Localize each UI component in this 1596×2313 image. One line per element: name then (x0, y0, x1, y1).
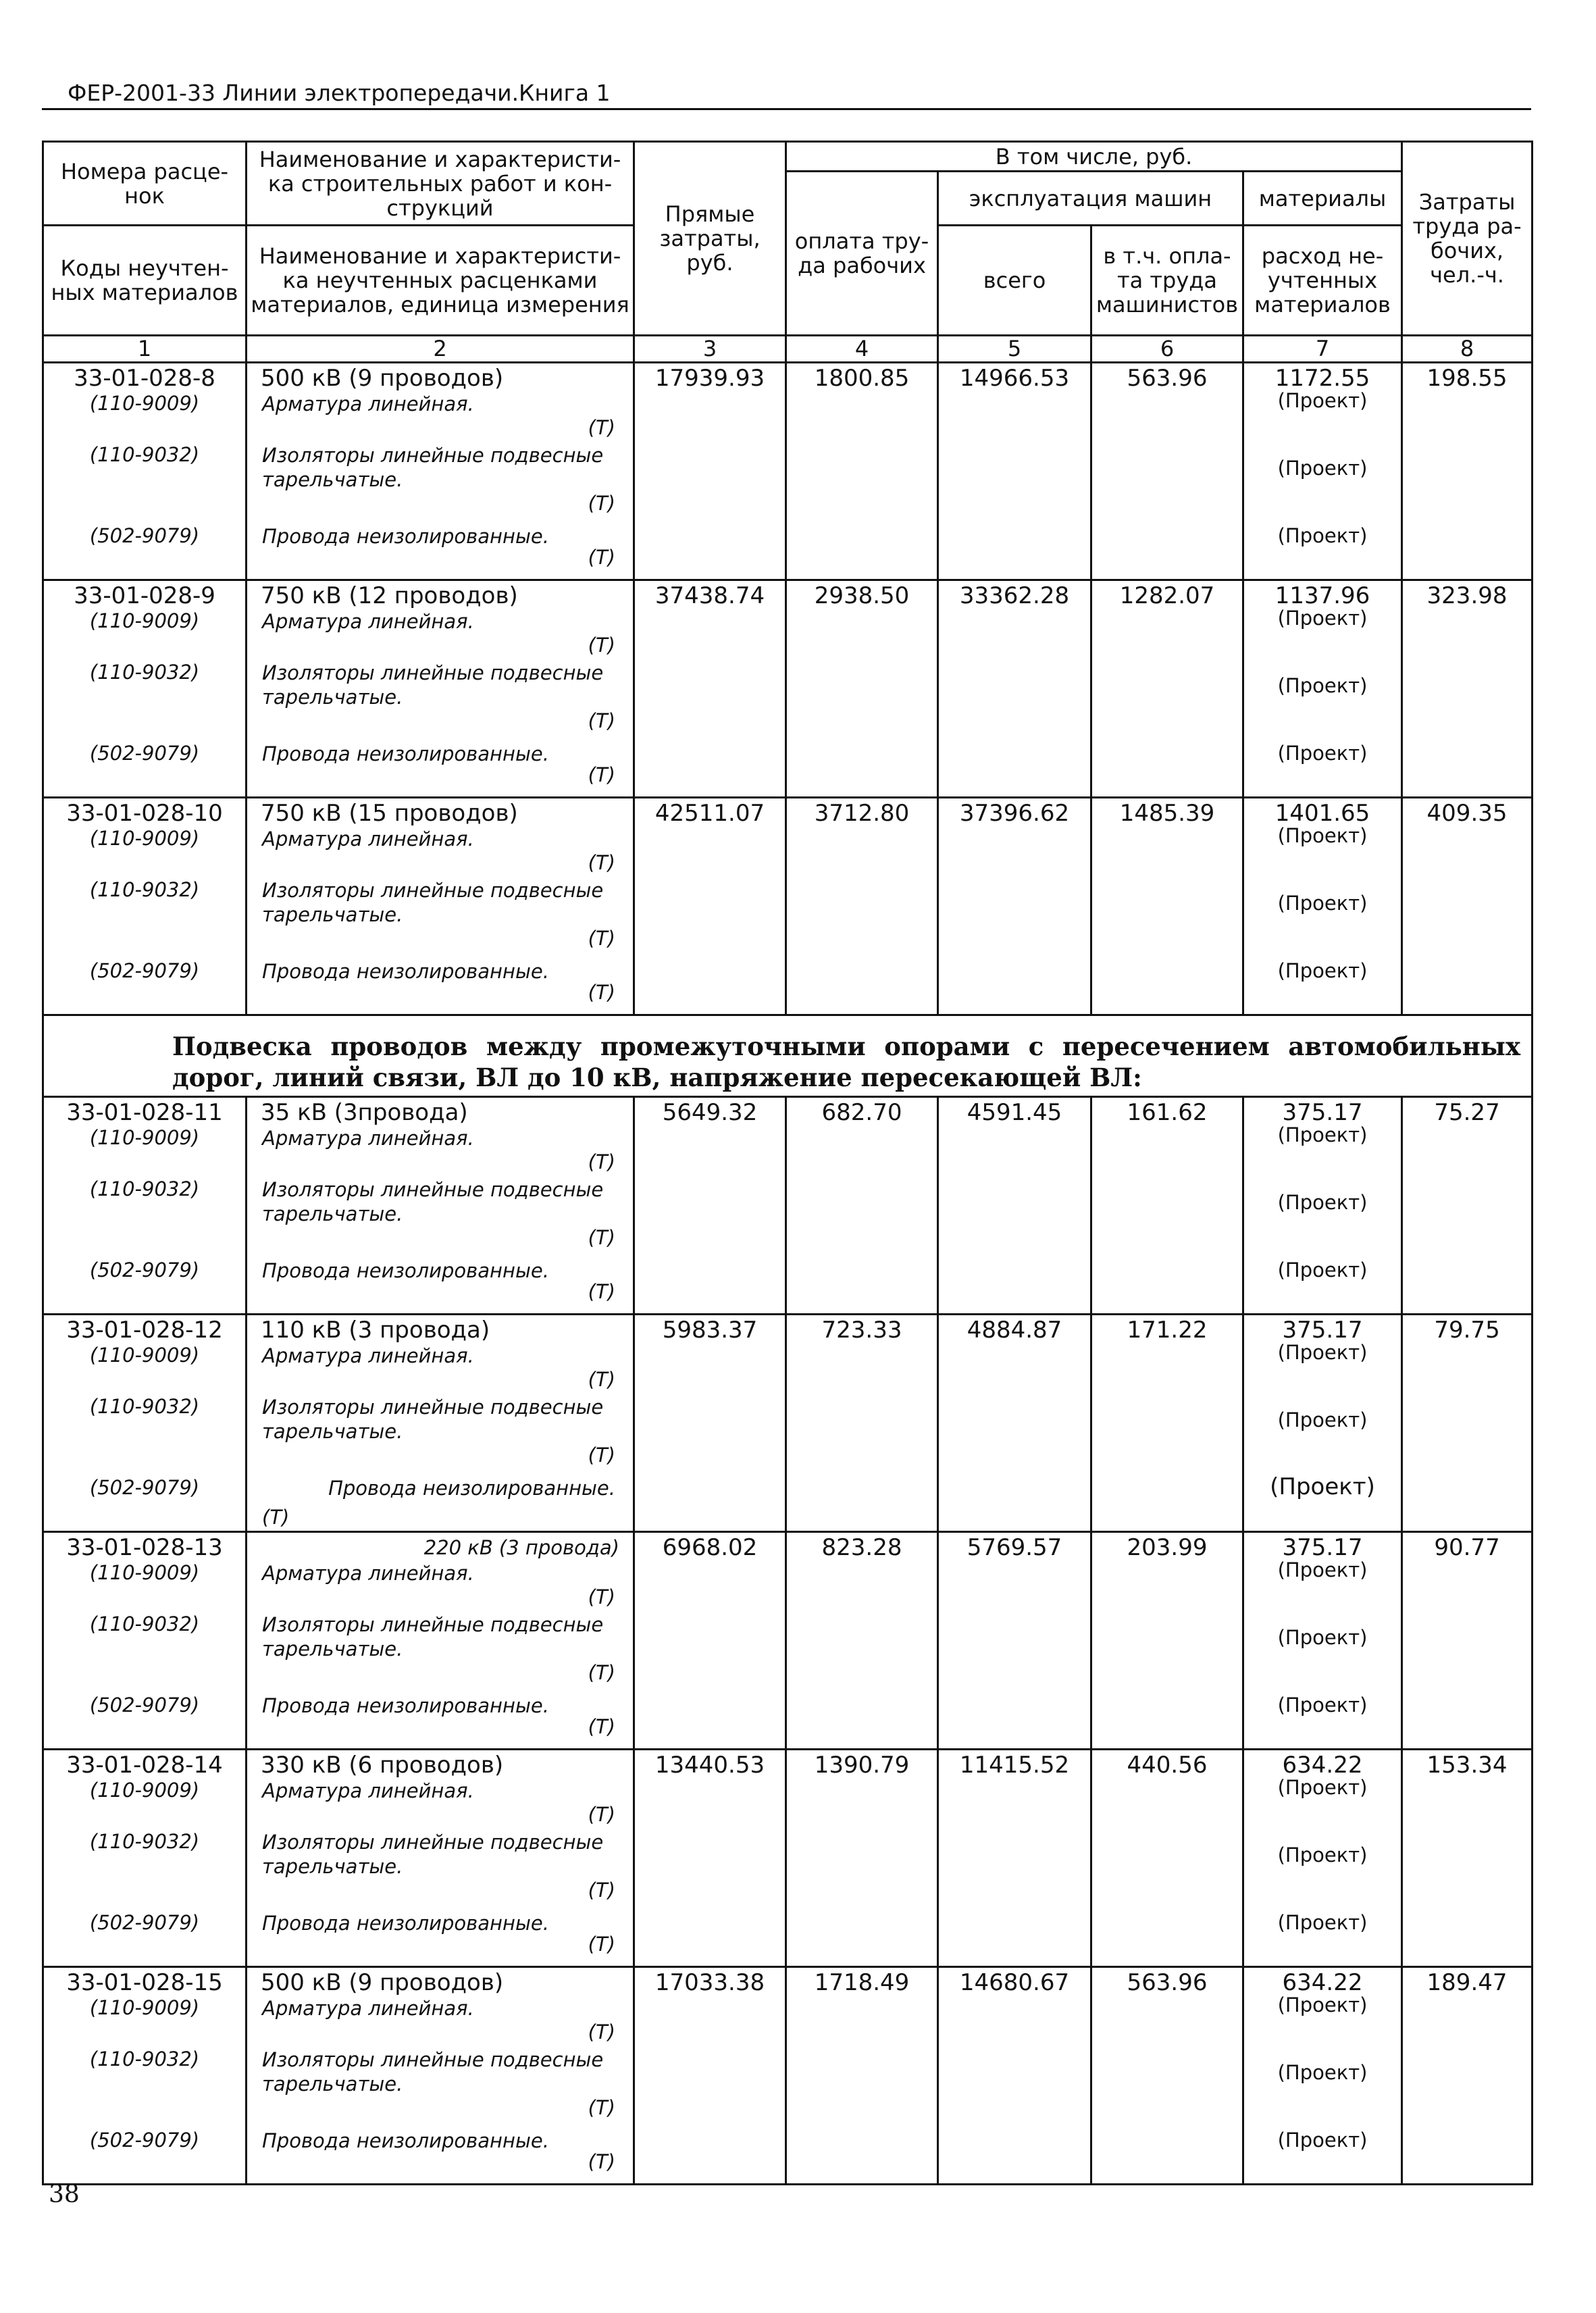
value-wage: 823.28 (821, 1534, 902, 1561)
project-note: (Проект) (1277, 742, 1368, 765)
work-name: 35 кВ (3провода) (261, 1099, 468, 1126)
value-labor: 323.98 (1426, 582, 1508, 609)
value-labor: 79.75 (1434, 1317, 1500, 1344)
value-mach-wage: 1485.39 (1119, 800, 1215, 827)
value-mach: 4591.45 (967, 1099, 1062, 1126)
material-name: Изоляторы линейные подвесные тарельчатые. (262, 661, 604, 709)
work-name: 110 кВ (3 провода) (261, 1317, 490, 1344)
project-note: (Проект) (1277, 389, 1368, 412)
material-name: Арматура линейная. (262, 1344, 474, 1367)
value-materials: 375.17 (1282, 1534, 1363, 1561)
value-direct: 6968.02 (662, 1534, 758, 1561)
material-unit: (Т) (588, 416, 615, 439)
material-unit: (Т) (588, 1715, 615, 1738)
col-header-machines: эксплуатация машин (938, 172, 1243, 226)
work-name: 750 кВ (15 проводов) (261, 800, 518, 827)
col-index: 8 (1402, 336, 1533, 363)
material-code: (110-9009) (89, 827, 200, 850)
col-header-work-name: Наименование и характеристи-ка строительных работ и кон-струкций (247, 142, 634, 226)
material-unit: (Т) (588, 981, 615, 1004)
rate-code: 33-01-028-11 (66, 1099, 223, 1126)
material-unit: (Т) (588, 1879, 615, 1902)
material-code: (110-9032) (89, 661, 200, 684)
work-name: 330 кВ (6 проводов) (261, 1752, 504, 1779)
value-wage: 1800.85 (814, 365, 910, 392)
rate-code: 33-01-028-15 (66, 1969, 223, 1996)
material-name: Арматура линейная. (262, 1779, 474, 1802)
value-direct: 17033.38 (654, 1969, 765, 1996)
material-name: Арматура линейная. (262, 1562, 474, 1585)
col-header-direct-costs: Прямые затраты, руб. (634, 142, 786, 336)
material-unit: (Т) (588, 546, 615, 569)
material-name: Арматура линейная. (262, 828, 474, 850)
value-labor: 189.47 (1426, 1969, 1508, 1996)
rate-row (43, 798, 1533, 1015)
section-title: Подвеска проводов между промежуточными опорами с пересечением автомобильных дорог, линий связи, ВЛ до 10 кВ, напряжение пересекающей ВЛ: (43, 1015, 1533, 1097)
value-mach-wage: 203.99 (1127, 1534, 1208, 1561)
value-mach-wage: 1282.07 (1119, 582, 1215, 609)
material-code: (110-9032) (89, 443, 200, 466)
material-code: (110-9009) (89, 1126, 200, 1149)
value-mach: 5769.57 (967, 1534, 1062, 1561)
value-materials: 634.22 (1282, 1969, 1363, 1996)
material-name: Провода неизолированные. (262, 1259, 549, 1282)
value-materials: 1137.96 (1275, 582, 1370, 609)
project-note: (Проект) (1277, 1776, 1368, 1799)
material-unit: (Т) (588, 1368, 615, 1391)
value-mach-wage: 171.22 (1127, 1317, 1208, 1344)
material-code: (110-9032) (89, 1830, 200, 1853)
material-code: (110-9032) (89, 1612, 200, 1635)
value-mach: 37396.62 (959, 800, 1070, 827)
value-mach-wage: 440.56 (1127, 1752, 1208, 1779)
project-note: (Проект) (1277, 1911, 1368, 1934)
material-unit: (Т) (588, 1280, 615, 1303)
col-header-labor: Затраты труда ра-бочих, чел.-ч. (1402, 142, 1533, 336)
project-note: (Проект) (1277, 1558, 1368, 1581)
material-unit: (Т) (588, 634, 615, 657)
material-name: Арматура линейная. (262, 610, 474, 633)
project-note: (Проект) (1270, 1473, 1375, 1500)
project-note: (Проект) (1277, 607, 1368, 630)
material-unit: (Т) (262, 1506, 290, 1529)
col-header-material-codes: Коды неучтен-ных материалов (43, 226, 247, 336)
project-note: (Проект) (1277, 1341, 1368, 1364)
value-materials: 375.17 (1282, 1317, 1363, 1344)
material-code: (502-9079) (89, 742, 200, 765)
project-note: (Проект) (1277, 457, 1368, 480)
header-rule (42, 108, 1531, 110)
material-unit: (Т) (588, 1226, 615, 1249)
material-unit: (Т) (588, 2020, 615, 2043)
value-labor: 409.35 (1426, 800, 1508, 827)
value-wage: 1390.79 (814, 1752, 910, 1779)
rate-code: 33-01-028-9 (74, 582, 215, 609)
rate-row (43, 363, 1533, 580)
material-unit: (Т) (588, 927, 615, 950)
material-code: (110-9009) (89, 1344, 200, 1367)
project-note: (Проект) (1277, 2061, 1368, 2084)
col-index: 5 (938, 336, 1091, 363)
material-code: (502-9079) (89, 1259, 200, 1281)
material-name: Арматура линейная. (262, 1127, 474, 1150)
value-mach-wage: 161.62 (1127, 1099, 1208, 1126)
page-number: 38 (49, 2181, 80, 2208)
value-direct: 5649.32 (662, 1099, 758, 1126)
value-mach: 14680.67 (959, 1969, 1070, 1996)
rate-code: 33-01-028-10 (66, 800, 223, 827)
material-unit: (Т) (588, 2150, 615, 2173)
rate-row (43, 1967, 1533, 2185)
material-unit: (Т) (588, 763, 615, 786)
col-index: 3 (634, 336, 786, 363)
value-mach: 33362.28 (959, 582, 1070, 609)
material-unit: (Т) (588, 1803, 615, 1826)
material-name: Провода неизолированные. (328, 1477, 615, 1500)
work-name: 500 кВ (9 проводов) (261, 1969, 504, 1996)
value-wage: 1718.49 (814, 1969, 910, 1996)
material-name: Изоляторы линейные подвесные тарельчатые. (262, 879, 604, 926)
project-note: (Проект) (1277, 959, 1368, 982)
col-header-material-names: Наименование и характеристи-ка неучтенных расценками материалов, единица измерения (247, 226, 634, 336)
material-name: Арматура линейная. (262, 392, 474, 415)
col-index: 4 (786, 336, 938, 363)
work-name: 220 кВ (3 провода) (423, 1536, 619, 1559)
col-header-materials: материалы (1243, 172, 1402, 226)
col-header-machines-total: всего (938, 226, 1091, 336)
material-name: Провода неизолированные. (262, 960, 549, 983)
project-note: (Проект) (1277, 674, 1368, 697)
rate-code: 33-01-028-13 (66, 1534, 223, 1561)
material-unit: (Т) (588, 851, 615, 874)
rate-code: 33-01-028-14 (66, 1752, 223, 1779)
material-name: Изоляторы линейные подвесные тарельчатые. (262, 1396, 604, 1443)
material-unit: (Т) (588, 492, 615, 515)
material-code: (110-9009) (89, 1996, 200, 2019)
value-mach-wage: 563.96 (1127, 365, 1208, 392)
project-note: (Проект) (1277, 824, 1368, 847)
value-direct: 42511.07 (654, 800, 765, 827)
material-name: Провода неизолированные. (262, 1694, 549, 1717)
project-note: (Проект) (1277, 2129, 1368, 2152)
material-code: (502-9079) (89, 2129, 200, 2152)
material-name: Арматура линейная. (262, 1997, 474, 2020)
value-labor: 75.27 (1434, 1099, 1500, 1126)
col-index: 6 (1091, 336, 1243, 363)
material-name: Провода неизолированные. (262, 742, 549, 765)
material-unit: (Т) (588, 1933, 615, 1956)
material-code: (502-9079) (89, 524, 200, 547)
material-name: Изоляторы линейные подвесные тарельчатые. (262, 1831, 604, 1878)
project-note: (Проект) (1277, 1123, 1368, 1146)
value-mach-wage: 563.96 (1127, 1969, 1208, 1996)
material-unit: (Т) (588, 709, 615, 732)
col-header-rate-numbers: Номера расце-нок (43, 142, 247, 226)
value-direct: 13440.53 (654, 1752, 765, 1779)
material-name: Провода неизолированные. (262, 1912, 549, 1935)
value-materials: 634.22 (1282, 1752, 1363, 1779)
material-code: (110-9032) (89, 2048, 200, 2070)
value-mach: 14966.53 (959, 365, 1070, 392)
material-name: Изоляторы линейные подвесные тарельчатые. (262, 2048, 604, 2095)
material-code: (110-9009) (89, 1561, 200, 1584)
document-header: ФЕР-2001-33 Линии электропередачи.Книга 1 (68, 80, 611, 106)
value-wage: 3712.80 (814, 800, 910, 827)
rates-table (42, 141, 1533, 2185)
material-code: (110-9032) (89, 1395, 200, 1418)
value-labor: 90.77 (1434, 1534, 1500, 1561)
project-note: (Проект) (1277, 1408, 1368, 1431)
value-materials: 1401.65 (1275, 800, 1370, 827)
value-direct: 17939.93 (654, 365, 765, 392)
work-name: 750 кВ (12 проводов) (261, 582, 518, 609)
material-unit: (Т) (588, 1150, 615, 1173)
material-unit: (Т) (588, 1661, 615, 1684)
value-wage: 2938.50 (814, 582, 910, 609)
material-code: (502-9079) (89, 1476, 200, 1499)
col-index: 2 (247, 336, 634, 363)
work-name: 500 кВ (9 проводов) (261, 365, 504, 392)
project-note: (Проект) (1277, 1694, 1368, 1717)
rate-row (43, 1315, 1533, 1532)
value-direct: 5983.37 (662, 1317, 758, 1344)
value-wage: 723.33 (821, 1317, 902, 1344)
value-mach: 11415.52 (959, 1752, 1070, 1779)
project-note: (Проект) (1277, 524, 1368, 547)
col-index: 1 (43, 336, 247, 363)
rate-code: 33-01-028-12 (66, 1317, 223, 1344)
material-name: Изоляторы линейные подвесные тарельчатые. (262, 444, 604, 491)
rate-row (43, 1750, 1533, 1967)
project-note: (Проект) (1277, 1626, 1368, 1649)
project-note: (Проект) (1277, 892, 1368, 915)
material-code: (110-9032) (89, 1177, 200, 1200)
rate-row (43, 1097, 1533, 1315)
value-materials: 1172.55 (1275, 365, 1370, 392)
material-code: (110-9009) (89, 392, 200, 415)
material-unit: (Т) (588, 1444, 615, 1467)
material-code: (502-9079) (89, 1911, 200, 1934)
value-wage: 682.70 (821, 1099, 902, 1126)
col-header-machinist-wages: в т.ч. опла-та труда машинистов (1091, 226, 1243, 336)
material-code: (110-9032) (89, 878, 200, 901)
col-index: 7 (1243, 336, 1402, 363)
value-mach: 4884.87 (967, 1317, 1062, 1344)
material-code: (110-9009) (89, 1779, 200, 1802)
material-code: (110-9009) (89, 609, 200, 632)
material-code: (502-9079) (89, 959, 200, 982)
rate-code: 33-01-028-8 (74, 365, 215, 392)
material-name: Провода неизолированные. (262, 2129, 549, 2152)
material-unit: (Т) (588, 2096, 615, 2119)
material-code: (502-9079) (89, 1694, 200, 1717)
value-labor: 198.55 (1426, 365, 1508, 392)
col-header-wages: оплата тру-да рабочих (786, 172, 938, 336)
value-labor: 153.34 (1426, 1752, 1508, 1779)
value-materials: 375.17 (1282, 1099, 1363, 1126)
col-header-unaccounted-materials: расход не-учтенных материалов (1243, 226, 1402, 336)
material-name: Изоляторы линейные подвесные тарельчатые. (262, 1613, 604, 1660)
col-header-including: В том числе, руб. (786, 142, 1402, 172)
project-note: (Проект) (1277, 1191, 1368, 1214)
rate-row (43, 1532, 1533, 1750)
project-note: (Проект) (1277, 1993, 1368, 2016)
material-unit: (Т) (588, 1585, 615, 1608)
rate-row (43, 580, 1533, 798)
material-name: Провода неизолированные. (262, 525, 549, 548)
value-direct: 37438.74 (654, 582, 765, 609)
project-note: (Проект) (1277, 1259, 1368, 1281)
material-name: Изоляторы линейные подвесные тарельчатые. (262, 1178, 604, 1225)
project-note: (Проект) (1277, 1844, 1368, 1866)
